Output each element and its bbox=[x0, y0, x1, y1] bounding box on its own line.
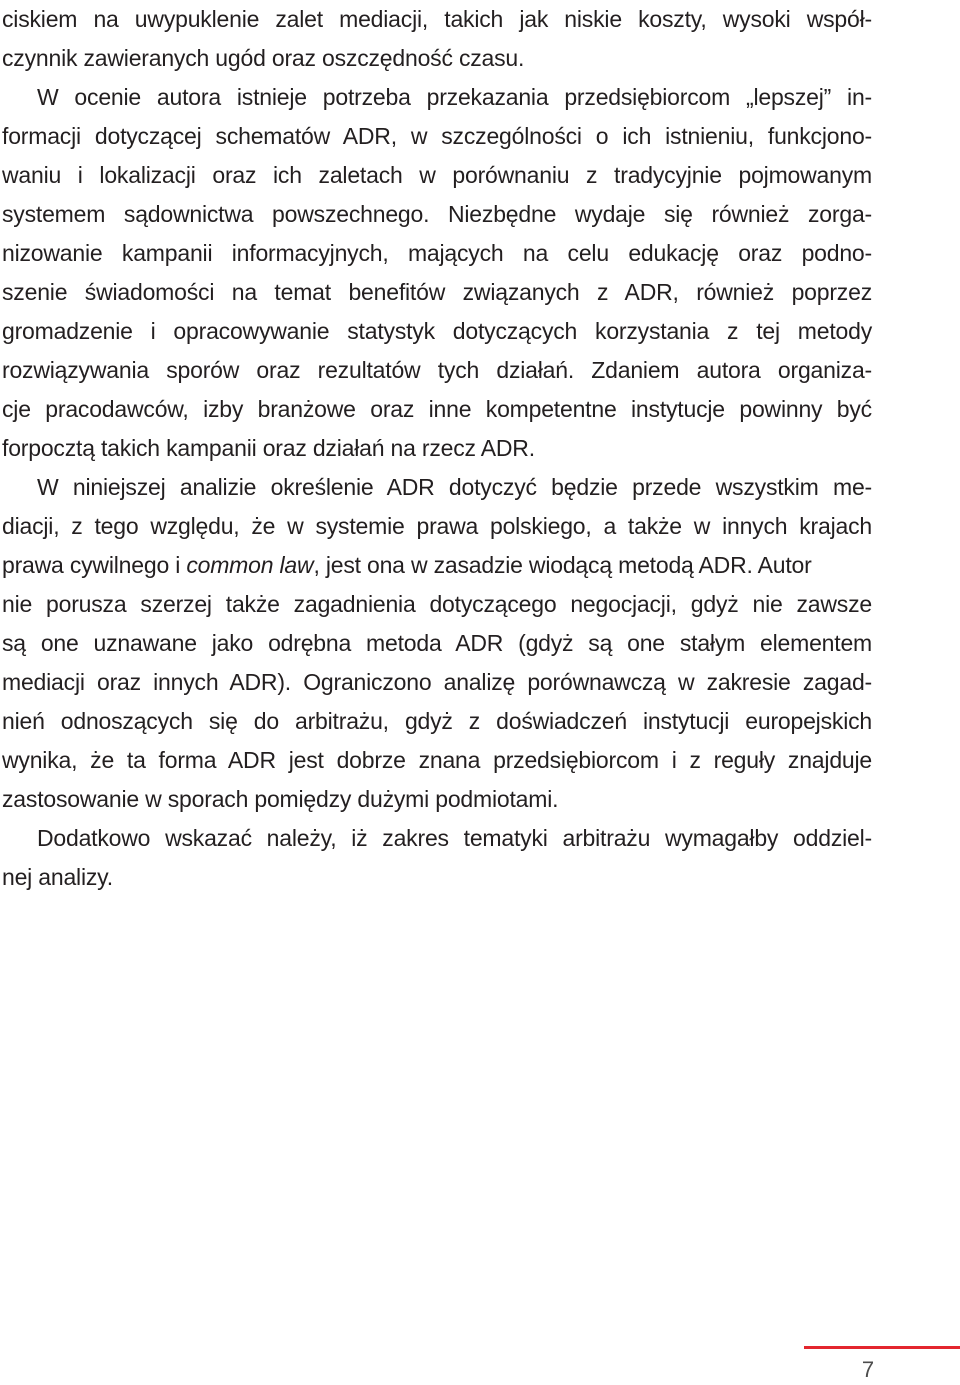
text-line bbox=[2, 546, 812, 585]
text-line: wynika, że ta forma ADR jest dobrze znana przedsiębiorcom i z reguły znajduje bbox=[2, 747, 872, 773]
text-line: nej analizy. bbox=[2, 864, 113, 890]
text-line: szenie świadomości na temat benefitów związanych z ADR, również poprzez bbox=[2, 279, 872, 305]
text-line: waniu i lokalizacji oraz ich zaletach w porównaniu z tradycyjnie pojmowanym bbox=[2, 162, 872, 188]
text-line: Dodatkowo wskazać należy, iż zakres tematyki arbitrażu wymagałby oddziel- bbox=[37, 825, 872, 851]
text-line: W ocenie autora istnieje potrzeba przekazania przedsiębiorcom „lepszej” in- bbox=[37, 84, 872, 110]
text-line: diacji, z tego względu, że w systemie prawa polskiego, a także w innych krajach bbox=[2, 513, 872, 539]
text-line: czynnik zawieranych ugód oraz oszczędność czasu. bbox=[2, 45, 525, 71]
text-line: są one uznawane jako odrębna metoda ADR (gdyż są one stałym elementem bbox=[2, 630, 872, 656]
text-line: gromadzenie i opracowywanie statystyk dotyczących korzystania z tej metody bbox=[2, 318, 872, 344]
text-line: systemem sądownictwa powszechnego. Niezbędne wydaje się również zorga- bbox=[2, 201, 872, 227]
text-line: W niniejszej analizie określenie ADR dotyczyć będzie przede wszystkim me- bbox=[37, 474, 872, 500]
page-number: 7 bbox=[861, 1357, 875, 1382]
text-line: zastosowanie w sporach pomiędzy dużymi podmiotami. bbox=[2, 786, 559, 812]
text-line: rozwiązywania sporów oraz rezultatów tych działań. Zdaniem autora organiza- bbox=[2, 357, 872, 383]
text-line: forpocztą takich kampanii oraz działań na rzecz ADR. bbox=[2, 435, 535, 461]
text-line: nie porusza szerzej także zagadnienia dotyczącego negocjacji, gdyż nie zawsze bbox=[2, 591, 872, 617]
text-line: formacji dotyczącej schematów ADR, w szczególności o ich istnieniu, funkcjono- bbox=[2, 123, 872, 149]
text-line: cje pracodawców, izby branżowe oraz inne kompetentne instytucje powinny być bbox=[2, 396, 872, 422]
text-span: prawa cywilnego i bbox=[2, 552, 187, 578]
text-line: ciskiem na uwypuklenie zalet mediacji, takich jak niskie koszty, wysoki współ- bbox=[2, 6, 872, 32]
text-line: mediacji oraz innych ADR). Ograniczono analizę porównawczą w zakresie zagad- bbox=[2, 669, 872, 695]
text-span: , jest ona w zasadzie wiodącą metodą ADR. Autor bbox=[313, 552, 812, 578]
italic-term: common law bbox=[186, 552, 314, 578]
text-line: nizowanie kampanii informacyjnych, mających na celu edukację oraz podno- bbox=[2, 240, 872, 266]
text-line: nień odnoszących się do arbitrażu, gdyż z doświadczeń instytucji europejskich bbox=[2, 708, 872, 734]
footer-rule bbox=[804, 1346, 960, 1349]
